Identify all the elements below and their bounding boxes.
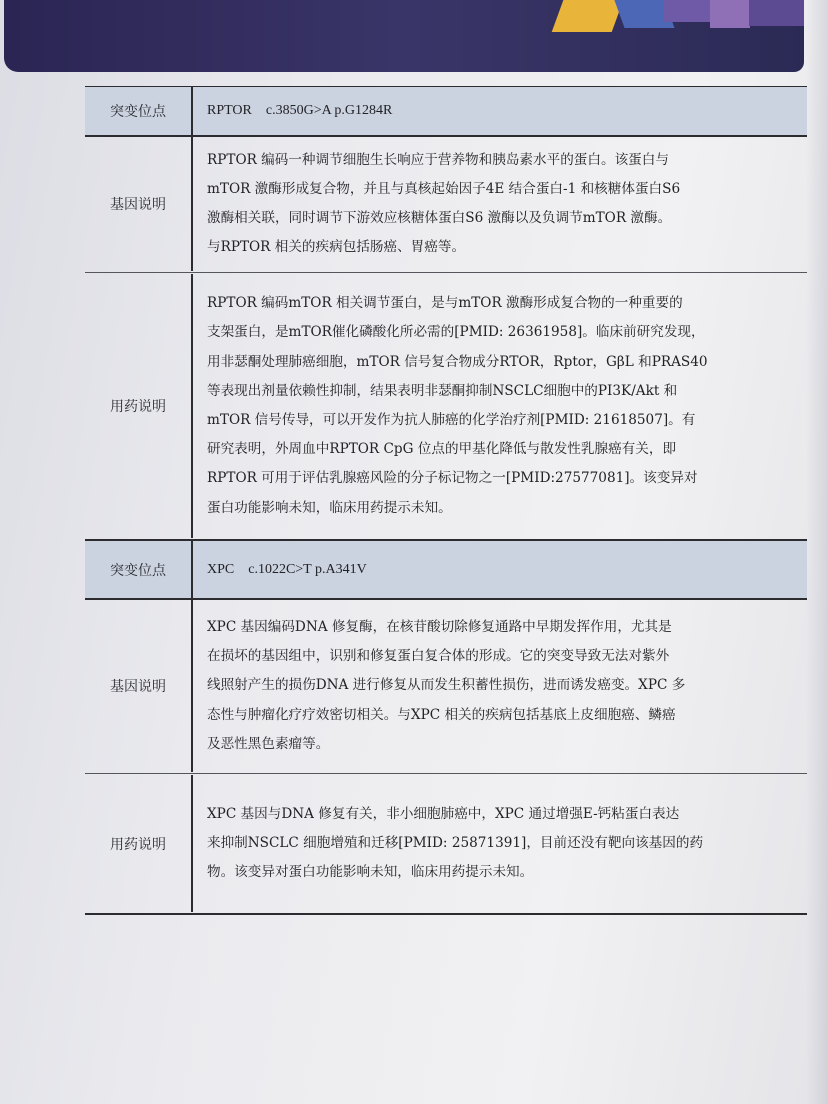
text-line: 支架蛋白，是mTOR催化磷酸化所必需的[PMID: 26361958]。临床前研究发现， xyxy=(207,324,705,341)
text-line: 及恶性黑色素瘤等。 xyxy=(207,735,330,752)
page-shadow xyxy=(806,0,828,1104)
text-line: XPC 基因编码DNA 修复酶，在核苷酸切除修复通路中早期发挥作用，尤其是 xyxy=(207,618,672,635)
gene-description-text xyxy=(207,137,791,271)
text-line: 物。该变异对蛋白功能影响未知，临床用药提示未知。 xyxy=(207,864,534,881)
header-banner xyxy=(4,0,804,72)
text-line: 研究表明，外周血中RPTOR CpG 位点的甲基化降低与散发性乳腺癌有关，即 xyxy=(207,441,677,458)
drug-description-row xyxy=(85,274,807,538)
row-label: 用药说明 xyxy=(110,836,166,853)
table-rule xyxy=(85,913,807,915)
text-line: XPC 基因与DNA 修复有关，非小细胞肺癌中，XPC 通过增强E-钙粘蛋白表达 xyxy=(207,805,680,822)
column-divider xyxy=(191,775,193,912)
decor-shape xyxy=(664,0,712,22)
drug-description-text xyxy=(207,274,791,538)
text-line: 用非瑟酮处理肺癌细胞，mTOR 信号复合物成分RTOR，Rptor，GβL 和PRAS40 xyxy=(207,353,708,370)
text-line: RPTOR 可用于评估乳腺癌风险的分子标记物之一[PMID:27577081]。该变异对 xyxy=(207,470,698,487)
gene-description-row xyxy=(85,600,807,772)
column-divider xyxy=(191,137,193,271)
row-label: 用药说明 xyxy=(110,399,166,415)
row-label: 突变位点 xyxy=(110,104,166,120)
decor-shape xyxy=(552,0,627,32)
column-divider xyxy=(191,274,193,538)
row-label: 基因说明 xyxy=(110,679,166,695)
text-line: 等表现出剂量依赖性抑制，结果表明非瑟酮抑制NSCLC细胞中的PI3K/Akt 和 xyxy=(207,382,678,399)
mutation-text: XPC c.1022C>T p.A341V xyxy=(207,561,367,577)
text-line: mTOR 信号传导，可以开发作为抗人肺癌的化学治疗剂[PMID: 21618507]。有 xyxy=(207,412,696,428)
column-divider xyxy=(191,541,193,598)
gene-description-row xyxy=(85,137,807,271)
table-rule xyxy=(85,773,807,774)
mutation-site-row xyxy=(85,541,807,598)
column-divider xyxy=(191,600,193,772)
table-rule xyxy=(85,272,807,273)
text-line: mTOR 激酶形成复合物，并且与真核起始因子4E 结合蛋白-1 和核糖体蛋白S6 xyxy=(207,180,681,197)
text-line: 与RPTOR 相关的疾病包括肠癌、胃癌等。 xyxy=(207,239,466,256)
mutation-text: RPTOR c.3850G>A p.G1284R xyxy=(207,103,393,119)
decor-shape xyxy=(749,0,804,26)
row-label: 基因说明 xyxy=(110,197,166,213)
text-line: 来抑制NSCLC 细胞增殖和迁移[PMID: 25871391]，目前还没有靶向该基因的药 xyxy=(207,834,704,851)
mutation-site-value xyxy=(207,87,791,135)
mutation-site-value xyxy=(207,541,791,598)
text-line: 蛋白功能影响未知，临床用药提示未知。 xyxy=(207,499,452,516)
text-line: 在损坏的基因组中，识别和修复蛋白复合体的形成。它的突变导致无法对紫外 xyxy=(207,648,670,665)
text-line: RPTOR 编码一种调节细胞生长响应于营养物和胰岛素水平的蛋白。该蛋白与 xyxy=(207,151,669,168)
text-line: 态性与肿瘤化疗疗效密切相关。与XPC 相关的疾病包括基底上皮细胞癌、鳞癌 xyxy=(207,706,676,723)
text-line: 线照射产生的损伤DNA 进行修复从而发生积蓄性损伤，进而诱发癌变。XPC 多 xyxy=(207,677,686,694)
drug-description-row xyxy=(85,775,807,912)
gene-description-text xyxy=(207,600,791,772)
text-line: 激酶相关联，同时调节下游效应核糖体蛋白S6 激酶以及负调节mTOR 激酶。 xyxy=(207,210,672,226)
column-divider xyxy=(191,87,193,135)
row-label: 突变位点 xyxy=(110,562,166,579)
decor-shape xyxy=(710,0,750,28)
text-line: RPTOR 编码mTOR 相关调节蛋白，是与mTOR 激酶形成复合物的一种重要的 xyxy=(207,295,683,312)
mutation-site-row xyxy=(85,87,807,135)
drug-description-text xyxy=(207,775,791,912)
